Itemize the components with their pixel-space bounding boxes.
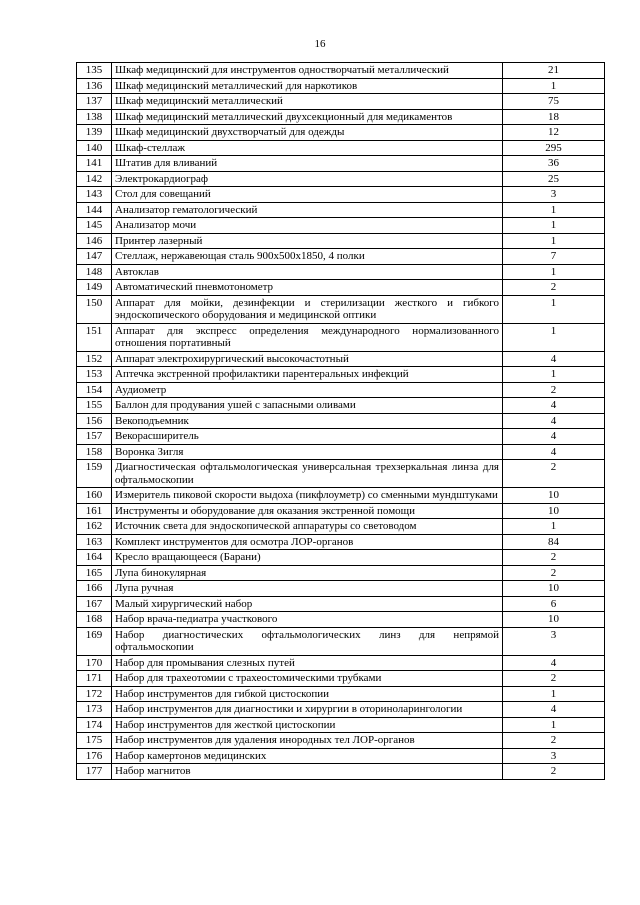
table-row bbox=[77, 233, 605, 249]
item-name: Штатив для вливаний bbox=[112, 156, 503, 172]
row-number: 166 bbox=[77, 581, 112, 597]
table-row bbox=[77, 671, 605, 687]
table-row bbox=[77, 413, 605, 429]
table-row bbox=[77, 63, 605, 79]
row-number: 143 bbox=[77, 187, 112, 203]
row-number: 161 bbox=[77, 503, 112, 519]
item-quantity: 4 bbox=[503, 351, 605, 367]
item-quantity: 36 bbox=[503, 156, 605, 172]
item-quantity: 295 bbox=[503, 140, 605, 156]
table-row bbox=[77, 78, 605, 94]
row-number: 164 bbox=[77, 550, 112, 566]
item-name: Лупа ручная bbox=[112, 581, 503, 597]
table-row bbox=[77, 367, 605, 383]
table-row bbox=[77, 125, 605, 141]
item-name: Анализатор гематологический bbox=[112, 202, 503, 218]
item-name: Набор для промывания слезных путей bbox=[112, 655, 503, 671]
item-quantity: 1 bbox=[503, 264, 605, 280]
item-quantity: 2 bbox=[503, 382, 605, 398]
item-name: Набор инструментов для удаления инородных тел ЛОР-органов bbox=[112, 733, 503, 749]
row-number: 176 bbox=[77, 748, 112, 764]
item-quantity: 10 bbox=[503, 488, 605, 504]
row-number: 160 bbox=[77, 488, 112, 504]
item-quantity: 1 bbox=[503, 367, 605, 383]
item-quantity: 10 bbox=[503, 612, 605, 628]
item-quantity: 21 bbox=[503, 63, 605, 79]
item-quantity: 18 bbox=[503, 109, 605, 125]
item-name: Шкаф медицинский двухстворчатый для одежды bbox=[112, 125, 503, 141]
row-number: 136 bbox=[77, 78, 112, 94]
row-number: 135 bbox=[77, 63, 112, 79]
row-number: 150 bbox=[77, 295, 112, 323]
row-number: 147 bbox=[77, 249, 112, 265]
item-name: Электрокардиограф bbox=[112, 171, 503, 187]
item-quantity: 2 bbox=[503, 764, 605, 780]
table-row bbox=[77, 444, 605, 460]
table-row bbox=[77, 627, 605, 655]
table-row bbox=[77, 280, 605, 296]
item-quantity: 25 bbox=[503, 171, 605, 187]
table-row bbox=[77, 187, 605, 203]
item-quantity: 4 bbox=[503, 429, 605, 445]
row-number: 151 bbox=[77, 323, 112, 351]
item-name: Аппарат электрохирургический высокочастотный bbox=[112, 351, 503, 367]
item-name: Шкаф медицинский для инструментов одностворчатый металлический bbox=[112, 63, 503, 79]
row-number: 155 bbox=[77, 398, 112, 414]
row-number: 172 bbox=[77, 686, 112, 702]
row-number: 152 bbox=[77, 351, 112, 367]
table-row bbox=[77, 717, 605, 733]
table-row bbox=[77, 748, 605, 764]
item-quantity: 1 bbox=[503, 78, 605, 94]
row-number: 169 bbox=[77, 627, 112, 655]
row-number: 153 bbox=[77, 367, 112, 383]
row-number: 137 bbox=[77, 94, 112, 110]
item-quantity: 12 bbox=[503, 125, 605, 141]
table-row bbox=[77, 596, 605, 612]
item-quantity: 2 bbox=[503, 733, 605, 749]
row-number: 163 bbox=[77, 534, 112, 550]
row-number: 158 bbox=[77, 444, 112, 460]
page-number: 16 bbox=[314, 38, 326, 50]
item-quantity: 4 bbox=[503, 655, 605, 671]
item-quantity: 1 bbox=[503, 295, 605, 323]
item-quantity: 1 bbox=[503, 323, 605, 351]
table-row bbox=[77, 686, 605, 702]
table-row bbox=[77, 382, 605, 398]
item-name: Стол для совещаний bbox=[112, 187, 503, 203]
table-row bbox=[77, 171, 605, 187]
table-row bbox=[77, 94, 605, 110]
item-quantity: 2 bbox=[503, 460, 605, 488]
item-name: Набор магнитов bbox=[112, 764, 503, 780]
table-row bbox=[77, 156, 605, 172]
item-name: Аппарат для мойки, дезинфекции и стерилизации жесткого и гибкого эндоскопического оборудования и медицинской оптики bbox=[112, 295, 503, 323]
item-quantity: 7 bbox=[503, 249, 605, 265]
row-number: 141 bbox=[77, 156, 112, 172]
item-name: Шкаф-стеллаж bbox=[112, 140, 503, 156]
table-row bbox=[77, 295, 605, 323]
table-row bbox=[77, 612, 605, 628]
table-row bbox=[77, 249, 605, 265]
item-quantity: 2 bbox=[503, 280, 605, 296]
item-quantity: 2 bbox=[503, 671, 605, 687]
table-row bbox=[77, 503, 605, 519]
item-name: Автоклав bbox=[112, 264, 503, 280]
item-name: Векоподъемник bbox=[112, 413, 503, 429]
table-row bbox=[77, 218, 605, 234]
table-row bbox=[77, 264, 605, 280]
table-row bbox=[77, 351, 605, 367]
row-number: 165 bbox=[77, 565, 112, 581]
item-quantity: 6 bbox=[503, 596, 605, 612]
item-name: Воронка Зигля bbox=[112, 444, 503, 460]
item-name: Измеритель пиковой скорости выдоха (пикфлоуметр) со сменными мундштуками bbox=[112, 488, 503, 504]
table-row bbox=[77, 429, 605, 445]
item-quantity: 4 bbox=[503, 398, 605, 414]
row-number: 146 bbox=[77, 233, 112, 249]
row-number: 144 bbox=[77, 202, 112, 218]
item-name: Баллон для продувания ушей с запасными оливами bbox=[112, 398, 503, 414]
item-name: Набор камертонов медицинских bbox=[112, 748, 503, 764]
item-name: Малый хирургический набор bbox=[112, 596, 503, 612]
item-quantity: 1 bbox=[503, 686, 605, 702]
item-quantity: 3 bbox=[503, 748, 605, 764]
row-number: 149 bbox=[77, 280, 112, 296]
row-number: 142 bbox=[77, 171, 112, 187]
item-quantity: 4 bbox=[503, 702, 605, 718]
item-name: Набор диагностических офтальмологических линз для непрямой офтальмоскопии bbox=[112, 627, 503, 655]
equipment-table-body bbox=[77, 63, 605, 780]
row-number: 154 bbox=[77, 382, 112, 398]
row-number: 139 bbox=[77, 125, 112, 141]
row-number: 167 bbox=[77, 596, 112, 612]
table-row bbox=[77, 109, 605, 125]
item-quantity: 4 bbox=[503, 413, 605, 429]
item-name: Набор врача-педиатра участкового bbox=[112, 612, 503, 628]
row-number: 138 bbox=[77, 109, 112, 125]
row-number: 174 bbox=[77, 717, 112, 733]
item-name: Шкаф медицинский металлический bbox=[112, 94, 503, 110]
row-number: 175 bbox=[77, 733, 112, 749]
item-quantity: 2 bbox=[503, 550, 605, 566]
item-quantity: 3 bbox=[503, 187, 605, 203]
row-number: 171 bbox=[77, 671, 112, 687]
table-row bbox=[77, 140, 605, 156]
row-number: 145 bbox=[77, 218, 112, 234]
item-name: Диагностическая офтальмологическая универсальная трехзеркальная линза для офтальмоскопии bbox=[112, 460, 503, 488]
item-name: Набор для трахеотомии с трахеостомическими трубками bbox=[112, 671, 503, 687]
row-number: 156 bbox=[77, 413, 112, 429]
item-name: Комплект инструментов для осмотра ЛОР-органов bbox=[112, 534, 503, 550]
row-number: 173 bbox=[77, 702, 112, 718]
item-name: Векорасширитель bbox=[112, 429, 503, 445]
item-name: Кресло вращающееся (Барани) bbox=[112, 550, 503, 566]
item-name: Аптечка экстренной профилактики парентеральных инфекций bbox=[112, 367, 503, 383]
item-name: Лупа бинокулярная bbox=[112, 565, 503, 581]
table-row bbox=[77, 460, 605, 488]
item-quantity: 10 bbox=[503, 503, 605, 519]
item-name: Стеллаж, нержавеющая сталь 900х500х1850, 4 полки bbox=[112, 249, 503, 265]
row-number: 148 bbox=[77, 264, 112, 280]
item-name: Анализатор мочи bbox=[112, 218, 503, 234]
item-name: Источник света для эндоскопической аппаратуры со световодом bbox=[112, 519, 503, 535]
table-row bbox=[77, 550, 605, 566]
table-row bbox=[77, 202, 605, 218]
table-row bbox=[77, 398, 605, 414]
table-row bbox=[77, 581, 605, 597]
item-name: Аппарат для экспресс определения международного нормализованного отношения портативный bbox=[112, 323, 503, 351]
item-quantity: 2 bbox=[503, 565, 605, 581]
table-row bbox=[77, 488, 605, 504]
item-name: Набор инструментов для жесткой цистоскопии bbox=[112, 717, 503, 733]
item-name: Шкаф медицинский металлический для наркотиков bbox=[112, 78, 503, 94]
table-row bbox=[77, 519, 605, 535]
item-name: Инструменты и оборудование для оказания экстренной помощи bbox=[112, 503, 503, 519]
item-name: Шкаф медицинский металлический двухсекционный для медикаментов bbox=[112, 109, 503, 125]
item-quantity: 1 bbox=[503, 218, 605, 234]
row-number: 159 bbox=[77, 460, 112, 488]
item-name: Принтер лазерный bbox=[112, 233, 503, 249]
item-name: Автоматический пневмотонометр bbox=[112, 280, 503, 296]
table-row bbox=[77, 733, 605, 749]
table-row bbox=[77, 764, 605, 780]
item-quantity: 10 bbox=[503, 581, 605, 597]
table-row bbox=[77, 534, 605, 550]
row-number: 177 bbox=[77, 764, 112, 780]
table-row bbox=[77, 565, 605, 581]
item-quantity: 3 bbox=[503, 627, 605, 655]
row-number: 140 bbox=[77, 140, 112, 156]
item-quantity: 4 bbox=[503, 444, 605, 460]
item-quantity: 1 bbox=[503, 202, 605, 218]
item-quantity: 84 bbox=[503, 534, 605, 550]
table-row bbox=[77, 323, 605, 351]
item-name: Аудиометр bbox=[112, 382, 503, 398]
item-name: Набор инструментов для гибкой цистоскопии bbox=[112, 686, 503, 702]
table-row bbox=[77, 655, 605, 671]
row-number: 170 bbox=[77, 655, 112, 671]
item-quantity: 75 bbox=[503, 94, 605, 110]
row-number: 157 bbox=[77, 429, 112, 445]
equipment-table bbox=[76, 62, 605, 780]
item-name: Набор инструментов для диагностики и хирургии в оториноларингологии bbox=[112, 702, 503, 718]
item-quantity: 1 bbox=[503, 717, 605, 733]
item-quantity: 1 bbox=[503, 233, 605, 249]
item-quantity: 1 bbox=[503, 519, 605, 535]
row-number: 162 bbox=[77, 519, 112, 535]
table-row bbox=[77, 702, 605, 718]
row-number: 168 bbox=[77, 612, 112, 628]
